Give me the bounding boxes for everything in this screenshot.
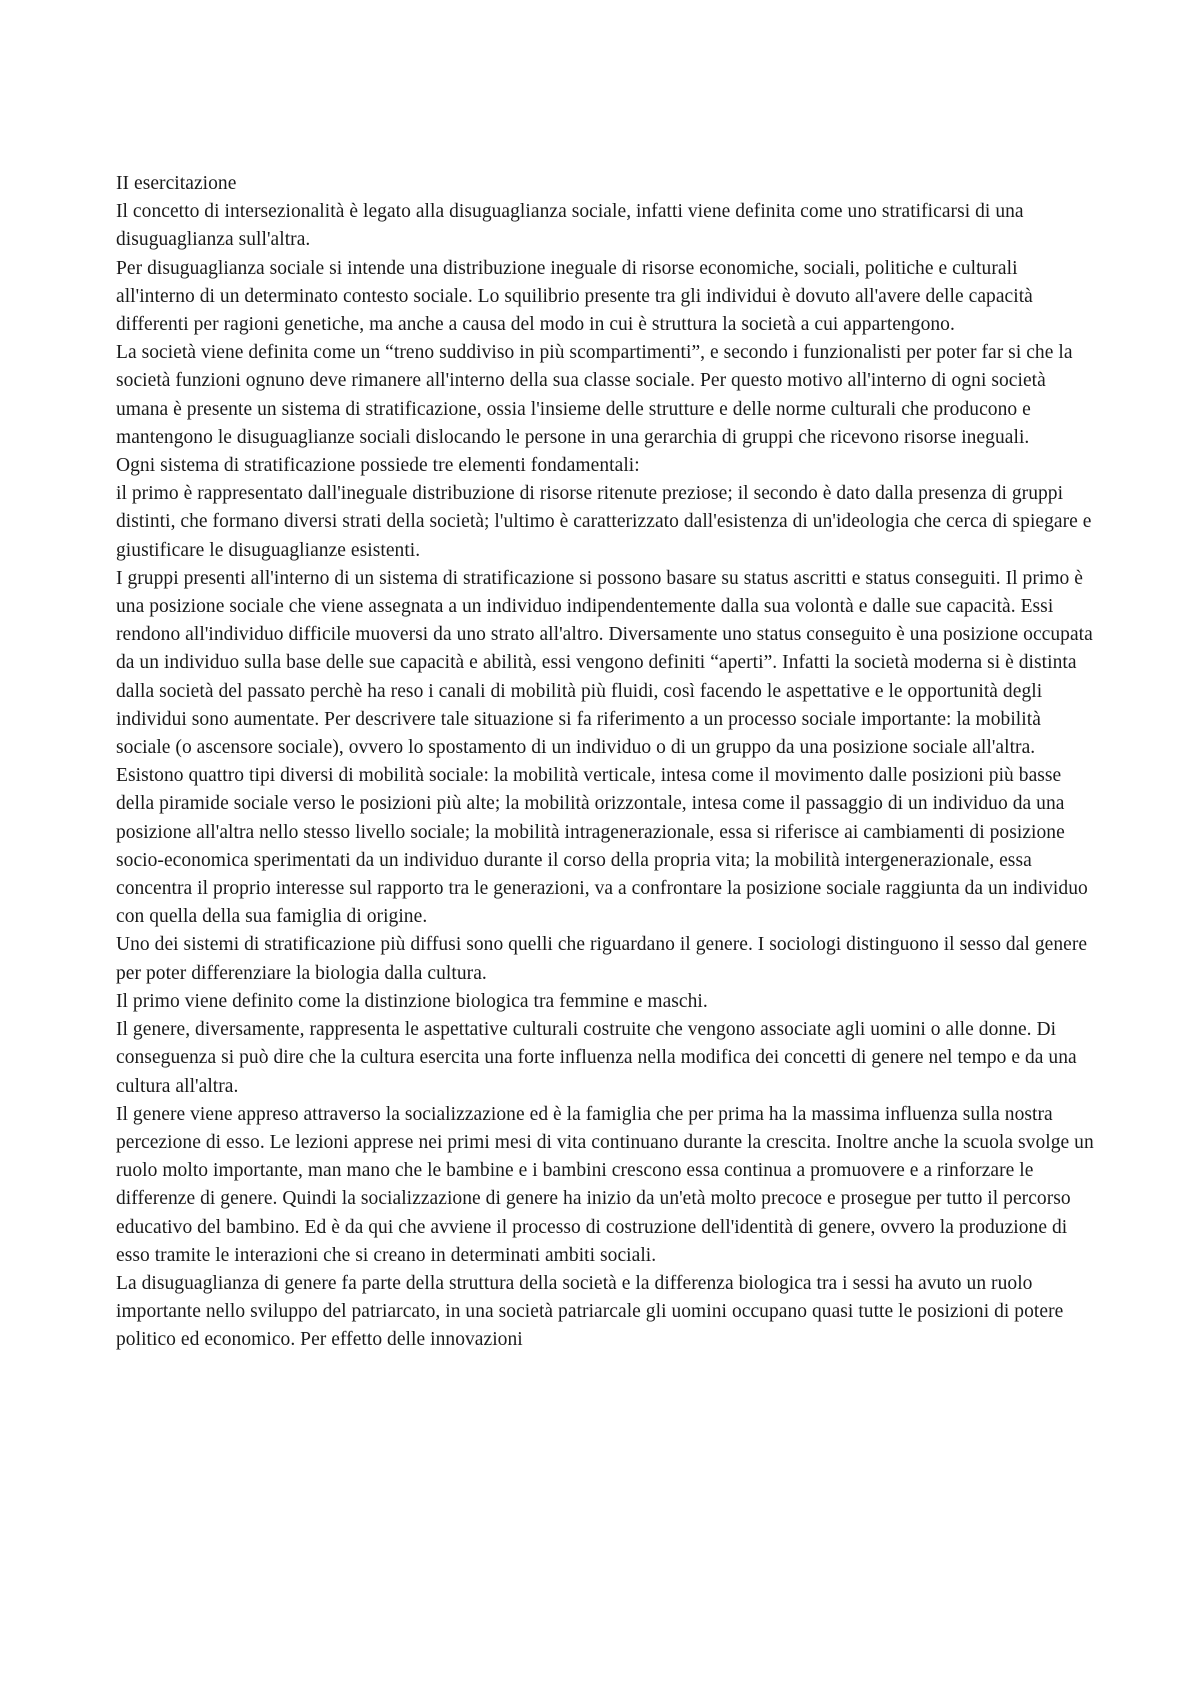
paragraph-socializzazione: Il genere viene appreso attraverso la socializzazione ed è la famiglia che per prima ha la massima influenza sulla nostra percezione di esso. Le lezioni apprese nei primi mesi di vita continuano durante la crescita. Inoltre anche la scuola svolge un ruolo molto importante, man mano che le bambine e i bambini crescono essa continua a promuovere e a rinforzare le differenze di genere. Quindi la socializzazione di genere ha inizio da un'età molto precoce e prosegue per tutto il percorso educativo del bambino. Ed è da qui che avviene il processo di costruzione dell'identità di genere, ovvero la produzione di esso tramite le interazioni che si creano in determinati ambiti sociali.: [116, 1103, 1094, 1266]
paragraph-elementi-intro: Ogni sistema di stratificazione possiede tre elementi fondamentali:: [116, 455, 640, 477]
paragraph-elementi: il primo è rappresentato dall'ineguale distribuzione di risorse ritenute preziose; il secondo è dato dalla presenza di gruppi distinti, che formano diversi strati della società; l'ultimo è caratterizzato dall'esistenza di un'ideologia che cerca di spiegare e giustificare le disuguaglianze esistenti.: [116, 483, 1092, 561]
paragraph-genere: Il genere, diversamente, rappresenta le aspettative culturali costruite che vengono associate agli uomini o alle donne. Di conseguenza si può dire che la cultura esercita una forte influenza nella modifica dei concetti di genere nel tempo e da una cultura all'altra.: [116, 1019, 1077, 1097]
paragraph-mobilita: Esistono quattro tipi diversi di mobilità sociale: la mobilità verticale, intesa come il movimento dalle posizioni più basse della piramide sociale verso le posizioni più alte; la mobilità orizzontale, intesa come il passaggio di un individuo da una posizione all'altra nello stesso livello sociale; la mobilità intragenerazionale, essa si riferisce ai cambiamenti di posizione socio-economica sperimentati da un individuo durante il corso della propria vita; la mobilità intergenerazionale, essa concentra il proprio interesse sul rapporto tra le generazioni, va a confrontare la posizione sociale raggiunta da un individuo con quella della sua famiglia di origine.: [116, 765, 1088, 928]
paragraph-disuguaglianza-sociale: Per disuguaglianza sociale si intende una distribuzione ineguale di risorse economiche, sociali, politiche e culturali all'interno di un determinato contesto sociale. Lo squilibrio presente tra gli individui è dovuto all'avere delle capacità differenti per ragioni genetiche, ma anche a causa del modo in cui è struttura la società a cui appartengono.: [116, 257, 1033, 336]
document-heading: II esercitazione: [116, 173, 237, 194]
paragraph-genere-intro: Uno dei sistemi di stratificazione più diffusi sono quelli che riguardano il genere. I sociologi distinguono il sesso dal genere per poter differenziare la biologia dalla cultura.: [116, 934, 1088, 984]
paragraph-sesso: Il primo viene definito come la distinzione biologica tra femmine e maschi.: [116, 990, 708, 1012]
paragraph-stratificazione: La società viene definita come un “treno suddiviso in più scompartimenti”, e secondo i funzionalisti per poter far si che la società funzioni ognuno deve rimanere all'interno della sua classe sociale. Per questo motivo all'interno di ogni società umana è presente un sistema di stratificazione, ossia l'insieme delle strutture e delle norme culturali che producono e mantengono le disuguaglianze sociali dislocando le persone in una gerarchia di gruppi che ricevono risorse ineguali.: [116, 342, 1073, 448]
paragraph-patriarcato: La disuguaglianza di genere fa parte della struttura della società e la differenza biologica tra i sessi ha avuto un ruolo importante nello sviluppo del patriarcato, in una società patriarcale gli uomini occupano quasi tutte le posizioni di potere politico ed economico. Per effetto delle innovazioni: [116, 1272, 1064, 1351]
paragraph-intersezionalita: Il concetto di intersezionalità è legato alla disuguaglianza sociale, infatti viene definita come uno stratificarsi di una disuguaglianza sull'altra.: [116, 201, 1024, 251]
paragraph-status: I gruppi presenti all'interno di un sistema di stratificazione si possono basare su status ascritti e status conseguiti. Il primo è una posizione sociale che viene assegnata a un individuo indipendentemente dalla sua volontà e dalle sue capacità. Essi rendono all'individuo difficile muoversi da uno strato all'altro. Diversamente uno status conseguito è una posizione occupata da un individuo sulla base delle sue capacità e abilità, essi vengono definiti “aperti”. Infatti la società moderna si è distinta dalla società del passato perchè ha reso i canali di mobilità più fluidi, così facendo le aspettative e le opportunità degli individui sono aumentate. Per descrivere tale situazione si fa riferimento a un processo sociale importante: la mobilità sociale (o ascensore sociale), ovvero lo spostamento di un individuo o di un gruppo da una posizione sociale all'altra.: [116, 567, 1093, 759]
document-body: [116, 170, 1096, 1355]
